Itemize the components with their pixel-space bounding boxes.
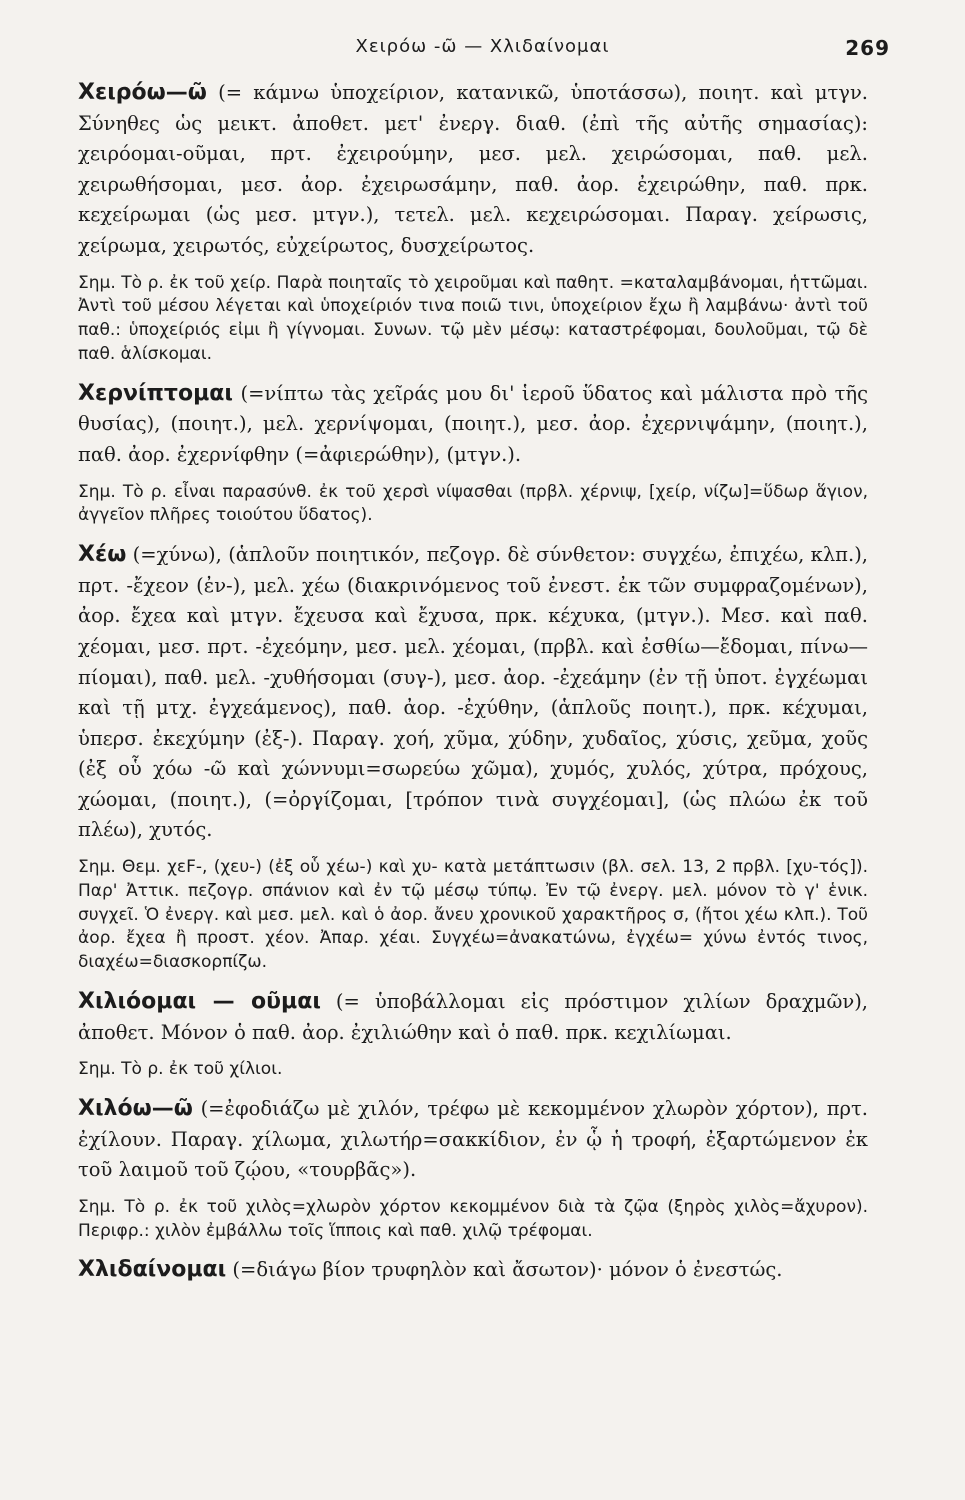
- note-chernitomai: Σημ. Τὸ ρ. εἶναι παρασύνθ. ἐκ τοῦ χερσὶ νίψασθαι (πρβλ. χέρνιψ, [χείρ, νίζω]=ὕδωρ ἅγιον, ἀγγεῖον πλῆρες τοιούτου ὕδατος).: [78, 481, 868, 526]
- headword: Χειρόω—ῶ: [78, 80, 207, 105]
- headword: Χέω: [78, 542, 127, 568]
- entry-chlidainomai: [78, 1255, 868, 1286]
- headword: Χλιδαίνομαι: [78, 1257, 227, 1283]
- page-number: 269: [845, 36, 890, 60]
- page-body: [78, 78, 868, 1296]
- entry-text: (= κάμνω ὑποχείριον, κατανικῶ, ὑποτάσσω), ποιητ. καὶ μτγν. Σύνηθες ὡς μεικτ. ἀποθετ. μετ' ἐνεργ. διαθ. (ἐπὶ τῆς αὐτῆς σημασίας): χειρόομαι-οῦμαι, πρτ. ἐχειρούμην, μεσ. μελ. χειρώσομαι, παθ. μελ. χειρωθήσομαι, μεσ. ἀορ. ἐχειρωσάμην, παθ. ἀορ. ἐχειρώθην, παθ. πρκ. κεχείρωμαι (ὡς μεσ. μτγν.), τετελ. μελ. κεχειρώσομαι. Παραγ. χείρωσις, χείρωμα, χειρωτός, εὐχείρωτος, δυσχείρωτος.: [78, 81, 868, 257]
- note-cheo: Σημ. Θεμ. χεϜ-, (χευ-) (ἐξ οὗ χέω-) καὶ χυ- κατὰ μετάπτωσιν (βλ. σελ. 13, 2 πρβλ. [χυ-τός]). Παρ' Ἀττικ. πεζογρ. σπάνιον καὶ ἐν τῷ μέσῳ τύπῳ. Ἐν τῷ ἐνεργ. μελ. μόνον τὸ γ' ἑνικ. συγχεῖ. Ὁ ἐνεργ. καὶ μεσ. μελ. καὶ ὁ ἀορ. ἄνευ χρονικοῦ χαρακτῆρος σ, (ἤτοι χέω κλπ.). Τοῦ ἀορ. ἔχεα ἢ προστ. χέον. Ἀπαρ. χέαι. Συγχέω=ἀνακατώνω, ἐγχέω= χύνω ἐντός τινος, διαχέω=διασκορπίζω.: [78, 857, 868, 973]
- entry-cheiroo: [78, 78, 868, 262]
- note-chiloo: Σημ. Τὸ ρ. ἐκ τοῦ χιλὸς=χλωρὸν χόρτον κεκομμένον διὰ τὰ ζῷα (ξηρὸς χιλὸς=ἄχυρον). Περιφρ.: χιλὸν ἐμβάλλω τοῖς ἵπποις καὶ παθ. χιλῷ τρέφομαι.: [78, 1196, 868, 1241]
- entry-text: (=διάγω βίον τρυφηλὸν καὶ ἄσωτον)· μόνον ὁ ἐνεστώς.: [226, 1258, 783, 1282]
- headword: Χιλιόομαι — οῦμαι: [78, 989, 321, 1015]
- running-title: Χειρόω -ῶ — Χλιδαίνομαι: [355, 36, 610, 57]
- entry-text: (=χύνω), (ἁπλοῦν ποιητικόν, πεζογρ. δὲ σύνθετον: συγχέω, ἐπιχέω, κλπ.), πρτ. -ἔχεον (ἐν-), μελ. χέω (διακρινόμενος τοῦ ἐνεστ. ἐκ τῶν συμφραζομένων), ἀορ. ἔχεα καὶ μτγν. ἔχευσα καὶ ἔχυσα, πρκ. κέχυκα, (μτγν.). Μεσ. καὶ παθ. χέομαι, μεσ. πρτ. -ἐχεόμην, μεσ. μελ. χέομαι, (πρβλ. καὶ ἐσθίω—ἔδομαι, πίνω—πίομαι), παθ. μελ. -χυθήσομαι (συγ-), μεσ. ἀορ. -ἐχεάμην (ἐν τῇ ὑποτ. ἐγχέωμαι καὶ τῇ μτχ. ἐγχεάμενος), παθ. ἀορ. -ἐχύθην, (ἁπλοῦς ποιητ.), πρκ. κέχυμαι, ὑπερσ. ἐκεχύμην (ἐξ-). Παραγ. χοή, χῦμα, χύδην, χυδαῖος, χύσις, χεῦμα, χοῦς (ἐξ οὗ χόω -ῶ καὶ χώννυμι=σωρεύω χῶμα), χυμός, χυλός, χύτρα, πρόχους, χώομαι, (ποιητ.), (=ὀργίζομαι, [τρόπον τινὰ συγχέομαι], (ὡς πλώω ἐκ τοῦ πλέω), χυτός.: [78, 543, 868, 842]
- headword: Χερνίπτομαι: [78, 380, 233, 406]
- entry-cheo: [78, 540, 868, 846]
- headword: Χιλόω—ῶ: [78, 1096, 193, 1122]
- entry-chernitomai: [78, 379, 868, 471]
- note-chilioomai: Σημ. Τὸ ρ. ἐκ τοῦ χίλιοι.: [78, 1059, 283, 1080]
- entry-text: (= ὑποβάλλομαι εἰς πρόστιμον χιλίων δραχμῶν), ἀποθετ. Μόνον ὁ παθ. ἀορ. ἐχιλιώθην καὶ ὁ παθ. πρκ. κεχιλίωμαι.: [78, 990, 869, 1044]
- entry-text: (=ἐφοδιάζω μὲ χιλόν, τρέφω μὲ κεκομμένον χλωρὸν χόρτον), πρτ. ἐχίλουν. Παραγ. χίλωμα, χιλωτήρ=σακκίδιον, ἐν ᾧ ἡ τροφή, ἐξαρτώμενον ἐκ τοῦ λαιμοῦ τοῦ ζῴου, «τουρβᾶς»).: [78, 1097, 868, 1182]
- entry-chilioomai: [78, 987, 868, 1048]
- note-cheiroo: Σημ. Τὸ ρ. ἐκ τοῦ χείρ. Παρὰ ποιηταῖς τὸ χειροῦμαι καὶ παθητ. =καταλαμβάνομαι, ἡττῶμαι. Ἀντὶ τοῦ μέσου λέγεται καὶ ὑποχείριόν τινα ποιῶ τινι, ὑποχείριον ἔχω ἢ λαμβάνω· ἀντὶ τοῦ παθ.: ὑποχείριός εἰμι ἢ γίγνομαι. Συνων. τῷ μὲν μέσῳ: καταστρέφομαι, δουλοῦμαι, τῷ δὲ παθ. ἁλίσκομαι.: [78, 272, 868, 364]
- entry-text: (=νίπτω τὰς χεῖράς μου δι' ἱεροῦ ὕδατος καὶ μάλιστα πρὸ τῆς θυσίας), (ποιητ.), μελ. χερνίψομαι, (ποιητ.), μεσ. ἀορ. ἐχερνιψάμην, (ποιητ.), παθ. ἀορ. ἐχερνίφθην (=ἀφιερώθην), (μτγν.).: [78, 381, 868, 466]
- entry-chiloo: [78, 1094, 868, 1186]
- running-head: [0, 30, 965, 66]
